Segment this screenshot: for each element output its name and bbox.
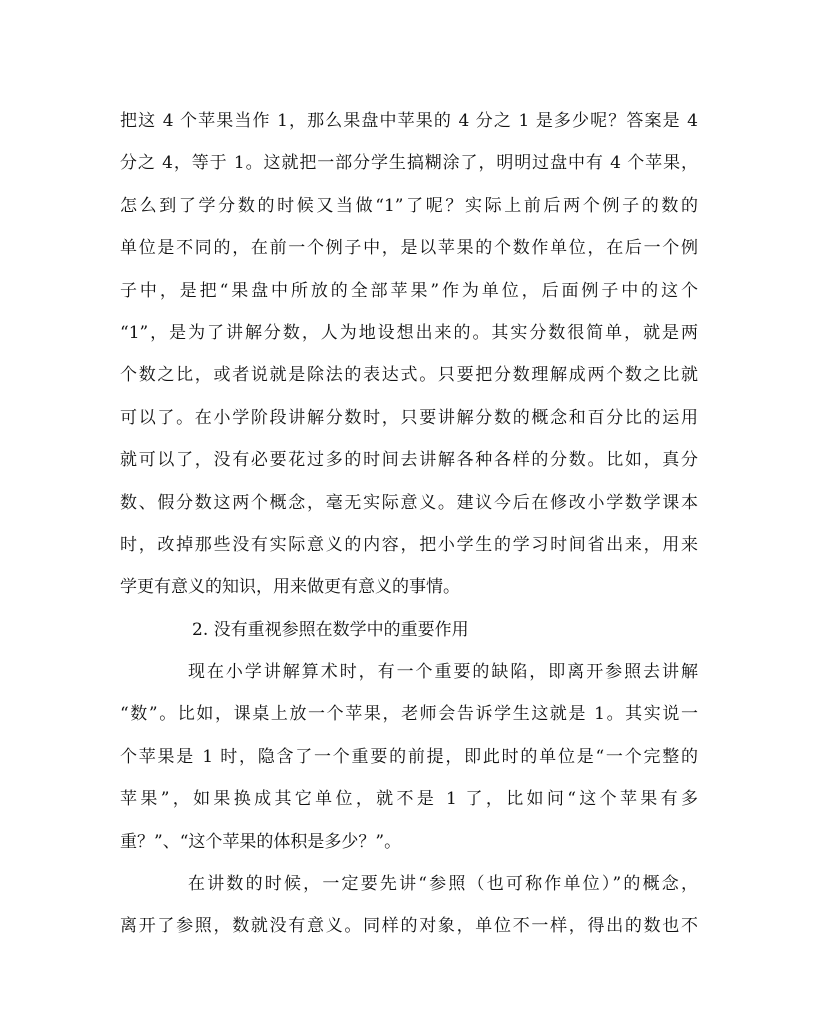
document-body bbox=[120, 100, 698, 948]
text-line: 就可以了，没有必要花过多的时间去讲解各种各样的分数。比如，真分 bbox=[120, 450, 698, 471]
text-line: “1”，是为了讲解分数，人为地设想出来的。其实分数很简单，就是两 bbox=[120, 322, 698, 343]
paragraph-reference bbox=[120, 651, 698, 863]
text-line: 怎么到了学分数的时候又当做“1”了呢？实际上前后两个例子的数的 bbox=[120, 195, 698, 216]
text-line: 数、假分数这两个概念，毫无实际意义。建议今后在修改小学数学课本 bbox=[120, 492, 698, 513]
text-line: 离开了参照，数就没有意义。同样的对象，单位不一样，得出的数也不 bbox=[120, 916, 698, 937]
section-heading: 2. 没有重视参照在数学中的重要作用 bbox=[192, 619, 469, 640]
text-line: 现在小学讲解算术时，有一个重要的缺陷，即离开参照去讲解 bbox=[188, 662, 698, 683]
text-line: 单位是不同的，在前一个例子中，是以苹果的个数作单位，在后一个例 bbox=[120, 238, 698, 259]
text-line: 重？”、“这个苹果的体积是多少？”。 bbox=[120, 831, 402, 852]
paragraph-units bbox=[120, 863, 698, 948]
text-line: 子中，是把“果盘中所放的全部苹果”作为单位，后面例子中的这个 bbox=[120, 280, 698, 301]
text-line: 时，改掉那些没有实际意义的内容，把小学生的学习时间省出来，用来 bbox=[120, 534, 698, 555]
text-line: 个数之比，或者说就是除法的表达式。只要把分数理解成两个数之比就 bbox=[120, 365, 698, 386]
text-line: 在讲数的时候，一定要先讲“参照（也可称作单位）”的概念， bbox=[188, 874, 698, 895]
text-line: 个苹果是 1 时，隐含了一个重要的前提，即此时的单位是“一个完整的 bbox=[120, 746, 698, 767]
text-line: 可以了。在小学阶段讲解分数时，只要讲解分数的概念和百分比的运用 bbox=[120, 407, 698, 428]
text-line: 苹果”，如果换成其它单位，就不是 1 了，比如问“这个苹果有多 bbox=[120, 789, 698, 810]
text-line: 学更有意义的知识，用来做更有意义的事情。 bbox=[120, 577, 460, 598]
text-line: 分之 4，等于 1。这就把一部分学生搞糊涂了，明明过盘中有 4 个苹果， bbox=[120, 153, 698, 174]
paragraph-fractions bbox=[120, 100, 698, 609]
text-line: “数”。比如，课桌上放一个苹果，老师会告诉学生这就是 1。其实说一 bbox=[120, 704, 698, 725]
text-line: 把这 4 个苹果当作 1，那么果盘中苹果的 4 分之 1 是多少呢？答案是 4 bbox=[120, 111, 698, 131]
